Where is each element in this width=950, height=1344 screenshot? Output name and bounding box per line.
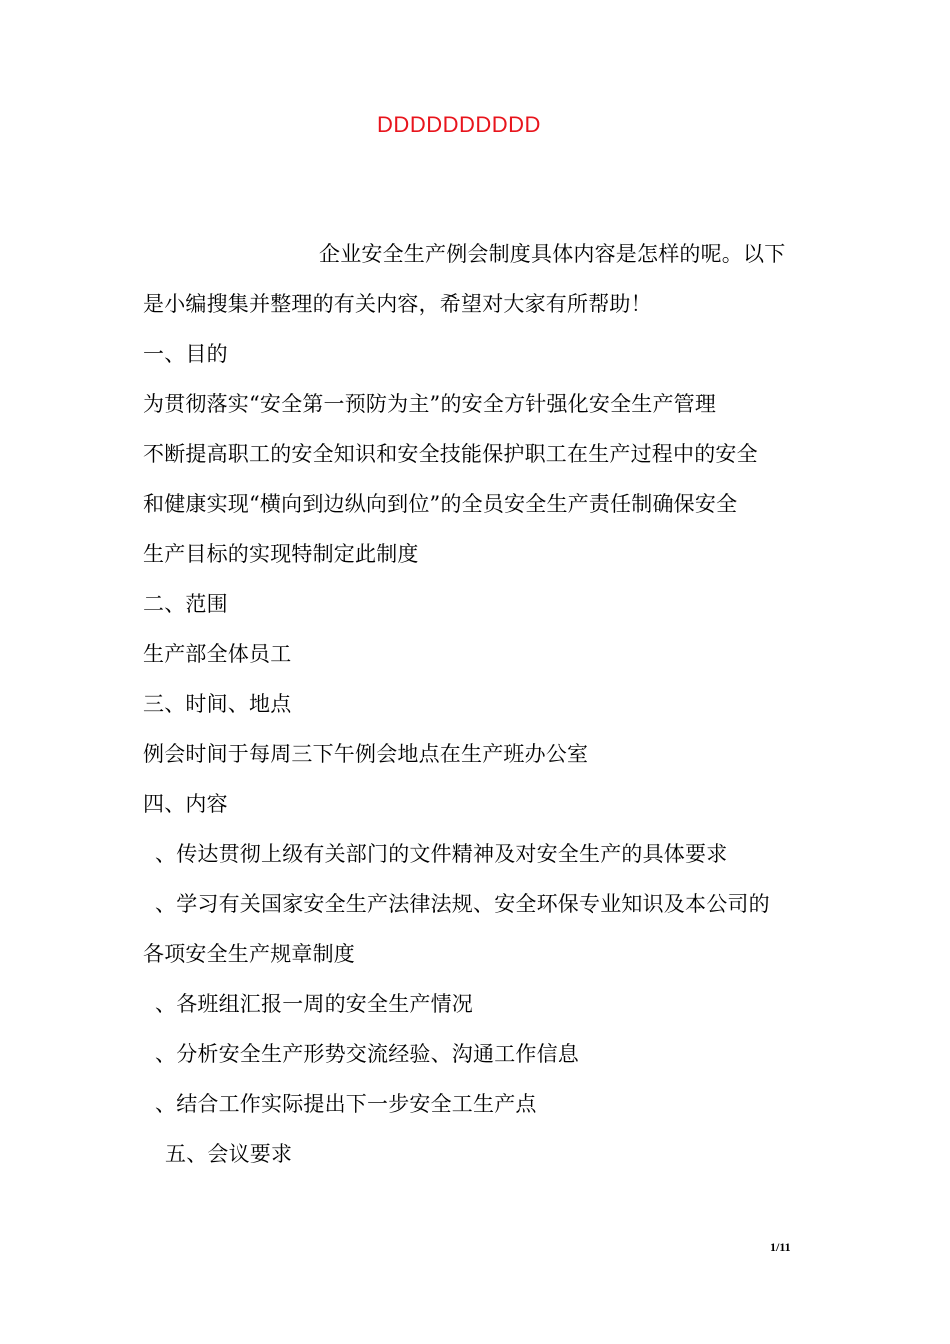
purpose-line-1: 为贯彻落实“安全第一预防为主”的安全方针强化安全生产管理 xyxy=(143,392,717,416)
document-header-title xyxy=(0,112,950,138)
section-heading-time-place: 三、时间、地点 xyxy=(143,692,292,716)
intro-line-2: 是小编搜集并整理的有关内容，希望对大家有所帮助！ xyxy=(143,292,652,316)
intro-line-1: 企业安全生产例会制度具体内容是怎样的呢。以下 xyxy=(319,242,786,266)
content-item-4: 、分析安全生产形势交流经验、沟通工作信息 xyxy=(155,1042,579,1066)
content-item-2-continued: 各项安全生产规章制度 xyxy=(143,942,355,966)
section-heading-meeting-requirements: 五、会议要求 xyxy=(165,1142,293,1166)
purpose-line-3: 和健康实现“横向到边纵向到位”的全员安全生产责任制确保安全 xyxy=(143,492,738,516)
content-item-1: 、传达贯彻上级有关部门的文件精神及对安全生产的具体要求 xyxy=(155,842,728,866)
scope-line-1: 生产部全体员工 xyxy=(143,642,292,666)
section-heading-content: 四、内容 xyxy=(143,792,228,816)
content-item-3: 、各班组汇报一周的安全生产情况 xyxy=(155,992,473,1016)
section-heading-purpose: 一、目的 xyxy=(143,342,228,366)
purpose-line-4: 生产目标的实现特制定此制度 xyxy=(143,542,419,566)
header-title-text: DDDDDDDDDD xyxy=(377,112,541,137)
purpose-line-2: 不断提高职工的安全知识和安全技能保护职工在生产过程中的安全 xyxy=(143,442,758,466)
page-number: 1/11 xyxy=(770,1240,791,1254)
section-heading-scope: 二、范围 xyxy=(143,592,228,616)
time-place-line-1: 例会时间于每周三下午例会地点在生产班办公室 xyxy=(143,742,589,766)
content-item-5: 、结合工作实际提出下一步安全工生产点 xyxy=(155,1092,537,1116)
content-item-2: 、学习有关国家安全生产法律法规、安全环保专业知识及本公司的 xyxy=(155,892,770,916)
